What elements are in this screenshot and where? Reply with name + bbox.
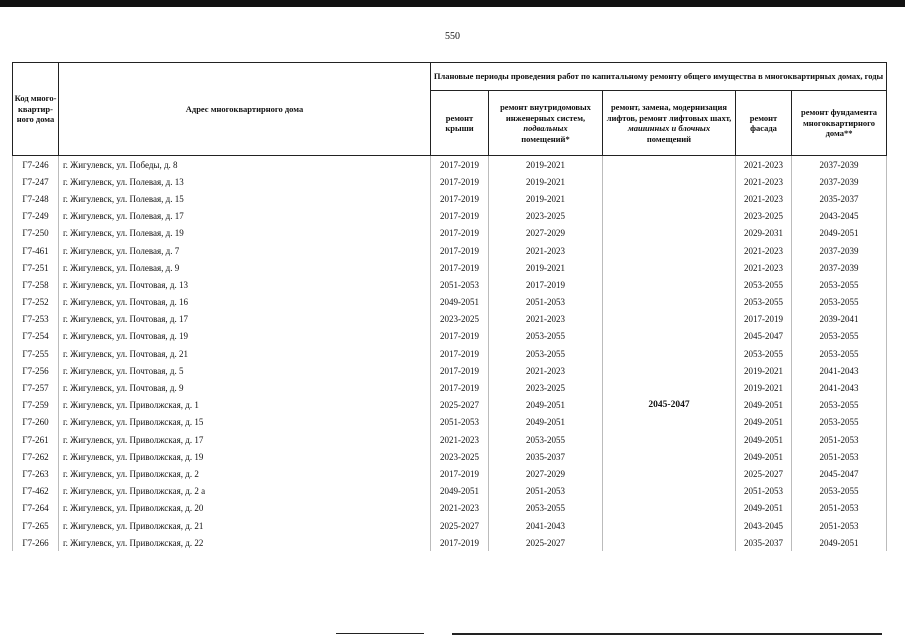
cell-code: Г7-263 (13, 465, 59, 482)
cell-lift (603, 294, 736, 311)
cell-lift (603, 500, 736, 517)
column-header-systems (489, 91, 603, 156)
cell-foundation: 2037-2039 (792, 242, 887, 259)
cell-facade: 2029-2031 (736, 225, 792, 242)
cell-roof: 2021-2023 (431, 431, 489, 448)
cell-facade: 2023-2025 (736, 208, 792, 225)
cell-code: Г7-261 (13, 431, 59, 448)
cell-roof: 2051-2053 (431, 414, 489, 431)
table-row (13, 362, 887, 379)
cell-facade: 2021-2023 (736, 242, 792, 259)
table-row (13, 448, 887, 465)
cell-foundation: 2053-2055 (792, 483, 887, 500)
table-row (13, 379, 887, 396)
cell-roof: 2017-2019 (431, 225, 489, 242)
cell-roof: 2017-2019 (431, 173, 489, 190)
cell-address: г. Жигулевск, ул. Приволжская, д. 21 (59, 517, 431, 534)
cell-foundation: 2053-2055 (792, 345, 887, 362)
cell-facade: 2021-2023 (736, 173, 792, 190)
cell-facade: 2019-2021 (736, 379, 792, 396)
cell-facade: 2017-2019 (736, 311, 792, 328)
cell-facade: 2049-2051 (736, 414, 792, 431)
cell-address: г. Жигулевск, ул. Приволжская, д. 15 (59, 414, 431, 431)
cell-code: Г7-255 (13, 345, 59, 362)
cell-code: Г7-251 (13, 259, 59, 276)
column-group-header-periods: Плановые периоды проведения работ по капитальному ремонту общего имущества в многоквартирных домах, годы (431, 63, 887, 91)
cell-facade: 2021-2023 (736, 190, 792, 207)
cell-systems: 2023-2025 (489, 208, 603, 225)
lifts-label-end: помещений (646, 133, 692, 144)
cell-lift (603, 379, 736, 396)
cell-foundation: 2051-2053 (792, 431, 887, 448)
cell-roof: 2023-2025 (431, 311, 489, 328)
cell-code: Г7-249 (13, 208, 59, 225)
table-body (13, 156, 887, 552)
cell-code: Г7-257 (13, 379, 59, 396)
cell-lift (603, 208, 736, 225)
cell-lift (603, 431, 736, 448)
cell-address: г. Жигулевск, ул. Почтовая, д. 5 (59, 362, 431, 379)
cell-lift (603, 465, 736, 482)
cell-lift (603, 448, 736, 465)
cell-systems: 2053-2055 (489, 431, 603, 448)
table-row (13, 276, 887, 293)
cell-lift (603, 483, 736, 500)
cell-facade: 2019-2021 (736, 362, 792, 379)
cell-foundation: 2041-2043 (792, 362, 887, 379)
cell-lift (603, 225, 736, 242)
cell-systems: 2041-2043 (489, 517, 603, 534)
cell-roof: 2017-2019 (431, 328, 489, 345)
capital-repair-schedule-table (12, 62, 887, 551)
cell-systems: 2021-2023 (489, 311, 603, 328)
cell-facade: 2025-2027 (736, 465, 792, 482)
cell-facade: 2043-2045 (736, 517, 792, 534)
table-row (13, 190, 887, 207)
cell-foundation: 2037-2039 (792, 173, 887, 190)
cell-address: г. Жигулевск, ул. Полевая, д. 9 (59, 259, 431, 276)
cell-roof: 2017-2019 (431, 242, 489, 259)
table-row (13, 328, 887, 345)
cell-roof: 2017-2019 (431, 534, 489, 551)
cell-roof: 2017-2019 (431, 208, 489, 225)
cell-facade: 2053-2055 (736, 276, 792, 293)
table-row (13, 294, 887, 311)
table-row (13, 465, 887, 482)
cell-systems: 2049-2051 (489, 397, 603, 414)
cell-facade: 2049-2051 (736, 431, 792, 448)
cell-address: г. Жигулевск, ул. Приволжская, д. 20 (59, 500, 431, 517)
table-row (13, 431, 887, 448)
cell-facade: 2051-2053 (736, 483, 792, 500)
cell-roof: 2017-2019 (431, 379, 489, 396)
cell-code: Г7-246 (13, 156, 59, 174)
cell-lift (603, 517, 736, 534)
cell-code: Г7-262 (13, 448, 59, 465)
cell-roof: 2017-2019 (431, 190, 489, 207)
cell-code: Г7-248 (13, 190, 59, 207)
cell-systems: 2051-2053 (489, 294, 603, 311)
cell-foundation: 2051-2053 (792, 448, 887, 465)
table-row (13, 534, 887, 551)
cell-code: Г7-266 (13, 534, 59, 551)
cell-foundation: 2039-2041 (792, 311, 887, 328)
table-row (13, 345, 887, 362)
systems-label-end: помещений* (521, 133, 570, 144)
cell-code: Г7-252 (13, 294, 59, 311)
cell-facade: 2049-2051 (736, 397, 792, 414)
cell-address: г. Жигулевск, ул. Приволжская, д. 2 а (59, 483, 431, 500)
systems-label-italic: подвальных (523, 123, 568, 133)
cell-lift: 2045-2047 (603, 397, 736, 414)
cell-roof: 2017-2019 (431, 362, 489, 379)
lifts-label-main: ремонт, замена, модернизация лифтов, ремонт лифтовых шахт, (606, 102, 732, 123)
cell-facade: 2053-2055 (736, 345, 792, 362)
cell-code: Г7-462 (13, 483, 59, 500)
cell-code: Г7-250 (13, 225, 59, 242)
cell-systems: 2025-2027 (489, 534, 603, 551)
cell-systems: 2053-2055 (489, 345, 603, 362)
systems-label-main: ремонт внутридомовых инженерных систем, (500, 102, 591, 123)
top-border-rule (0, 0, 905, 7)
cell-address: г. Жигулевск, ул. Приволжская, д. 1 (59, 397, 431, 414)
table-row (13, 517, 887, 534)
cell-code: Г7-264 (13, 500, 59, 517)
cell-address: г. Жигулевск, ул. Полевая, д. 7 (59, 242, 431, 259)
cell-systems: 2051-2053 (489, 483, 603, 500)
cell-code: Г7-253 (13, 311, 59, 328)
cell-code: Г7-260 (13, 414, 59, 431)
cell-address: г. Жигулевск, ул. Приволжская, д. 22 (59, 534, 431, 551)
cell-address: г. Жигулевск, ул. Почтовая, д. 19 (59, 328, 431, 345)
cell-foundation: 2049-2051 (792, 534, 887, 551)
cell-systems: 2017-2019 (489, 276, 603, 293)
cell-lift (603, 173, 736, 190)
column-header-facade: ремонт фасада (736, 91, 792, 156)
cell-foundation: 2053-2055 (792, 414, 887, 431)
cell-roof: 2025-2027 (431, 397, 489, 414)
cell-foundation: 2051-2053 (792, 500, 887, 517)
cell-facade: 2049-2051 (736, 500, 792, 517)
cell-facade: 2049-2051 (736, 448, 792, 465)
cell-facade: 2045-2047 (736, 328, 792, 345)
cell-roof: 2017-2019 (431, 259, 489, 276)
table-row (13, 259, 887, 276)
cell-systems: 2019-2021 (489, 259, 603, 276)
cell-code: Г7-258 (13, 276, 59, 293)
cell-foundation: 2045-2047 (792, 465, 887, 482)
cell-roof: 2049-2051 (431, 483, 489, 500)
cell-foundation: 2035-2037 (792, 190, 887, 207)
table-row (13, 173, 887, 190)
cell-facade: 2021-2023 (736, 259, 792, 276)
footer-rule-left (336, 633, 424, 634)
cell-facade: 2035-2037 (736, 534, 792, 551)
cell-address: г. Жигулевск, ул. Приволжская, д. 17 (59, 431, 431, 448)
cell-systems: 2023-2025 (489, 379, 603, 396)
cell-lift (603, 311, 736, 328)
cell-foundation: 2051-2053 (792, 517, 887, 534)
cell-address: г. Жигулевск, ул. Почтовая, д. 9 (59, 379, 431, 396)
column-header-address: Адрес многоквартирного дома (59, 63, 431, 156)
cell-address: г. Жигулевск, ул. Почтовая, д. 13 (59, 276, 431, 293)
cell-roof: 2023-2025 (431, 448, 489, 465)
table-row (13, 156, 887, 174)
cell-address: г. Жигулевск, ул. Победы, д. 8 (59, 156, 431, 174)
cell-foundation: 2037-2039 (792, 156, 887, 174)
column-header-lifts (603, 91, 736, 156)
cell-lift (603, 276, 736, 293)
cell-address: г. Жигулевск, ул. Почтовая, д. 16 (59, 294, 431, 311)
page-number: 550 (445, 31, 460, 42)
cell-lift (603, 328, 736, 345)
cell-systems: 2021-2023 (489, 362, 603, 379)
cell-address: г. Жигулевск, ул. Почтовая, д. 21 (59, 345, 431, 362)
cell-roof: 2017-2019 (431, 345, 489, 362)
cell-systems: 2019-2021 (489, 173, 603, 190)
table-row (13, 208, 887, 225)
table-row (13, 483, 887, 500)
cell-lift (603, 190, 736, 207)
cell-systems: 2049-2051 (489, 414, 603, 431)
cell-address: г. Жигулевск, ул. Полевая, д. 19 (59, 225, 431, 242)
lifts-label-italic: машинных и блочных (627, 123, 711, 133)
cell-roof: 2017-2019 (431, 465, 489, 482)
cell-foundation: 2037-2039 (792, 259, 887, 276)
cell-lift (603, 414, 736, 431)
table-row (13, 397, 887, 414)
cell-roof: 2051-2053 (431, 276, 489, 293)
cell-foundation: 2049-2051 (792, 225, 887, 242)
cell-roof: 2021-2023 (431, 500, 489, 517)
cell-lift (603, 156, 736, 174)
cell-lift (603, 242, 736, 259)
column-header-roof: ремонт крыши (431, 91, 489, 156)
table-row (13, 311, 887, 328)
cell-foundation: 2053-2055 (792, 328, 887, 345)
cell-systems: 2019-2021 (489, 156, 603, 174)
column-header-foundation: ремонт фундамента многоквартирного дома** (792, 91, 887, 156)
cell-systems: 2035-2037 (489, 448, 603, 465)
cell-code: Г7-247 (13, 173, 59, 190)
cell-address: г. Жигулевск, ул. Приволжская, д. 19 (59, 448, 431, 465)
cell-address: г. Жигулевск, ул. Полевая, д. 13 (59, 173, 431, 190)
cell-roof: 2049-2051 (431, 294, 489, 311)
table-row (13, 500, 887, 517)
cell-foundation: 2043-2045 (792, 208, 887, 225)
cell-code: Г7-265 (13, 517, 59, 534)
cell-lift (603, 362, 736, 379)
cell-systems: 2027-2029 (489, 465, 603, 482)
cell-address: г. Жигулевск, ул. Почтовая, д. 17 (59, 311, 431, 328)
cell-code: Г7-259 (13, 397, 59, 414)
cell-code: Г7-256 (13, 362, 59, 379)
table-row (13, 242, 887, 259)
cell-lift (603, 534, 736, 551)
footer-rule-right (452, 633, 882, 635)
cell-systems: 2019-2021 (489, 190, 603, 207)
cell-facade: 2021-2023 (736, 156, 792, 174)
cell-foundation: 2053-2055 (792, 294, 887, 311)
cell-lift (603, 345, 736, 362)
cell-roof: 2025-2027 (431, 517, 489, 534)
cell-systems: 2053-2055 (489, 328, 603, 345)
table-row (13, 225, 887, 242)
column-header-code: Код много-квартир-ного дома (13, 63, 59, 156)
cell-foundation: 2041-2043 (792, 379, 887, 396)
cell-address: г. Жигулевск, ул. Полевая, д. 17 (59, 208, 431, 225)
cell-address: г. Жигулевск, ул. Приволжская, д. 2 (59, 465, 431, 482)
cell-code: Г7-461 (13, 242, 59, 259)
cell-facade: 2053-2055 (736, 294, 792, 311)
table-row (13, 414, 887, 431)
cell-foundation: 2053-2055 (792, 397, 887, 414)
cell-code: Г7-254 (13, 328, 59, 345)
cell-systems: 2027-2029 (489, 225, 603, 242)
cell-foundation: 2053-2055 (792, 276, 887, 293)
cell-systems: 2053-2055 (489, 500, 603, 517)
cell-lift (603, 259, 736, 276)
cell-address: г. Жигулевск, ул. Полевая, д. 15 (59, 190, 431, 207)
cell-roof: 2017-2019 (431, 156, 489, 174)
cell-systems: 2021-2023 (489, 242, 603, 259)
